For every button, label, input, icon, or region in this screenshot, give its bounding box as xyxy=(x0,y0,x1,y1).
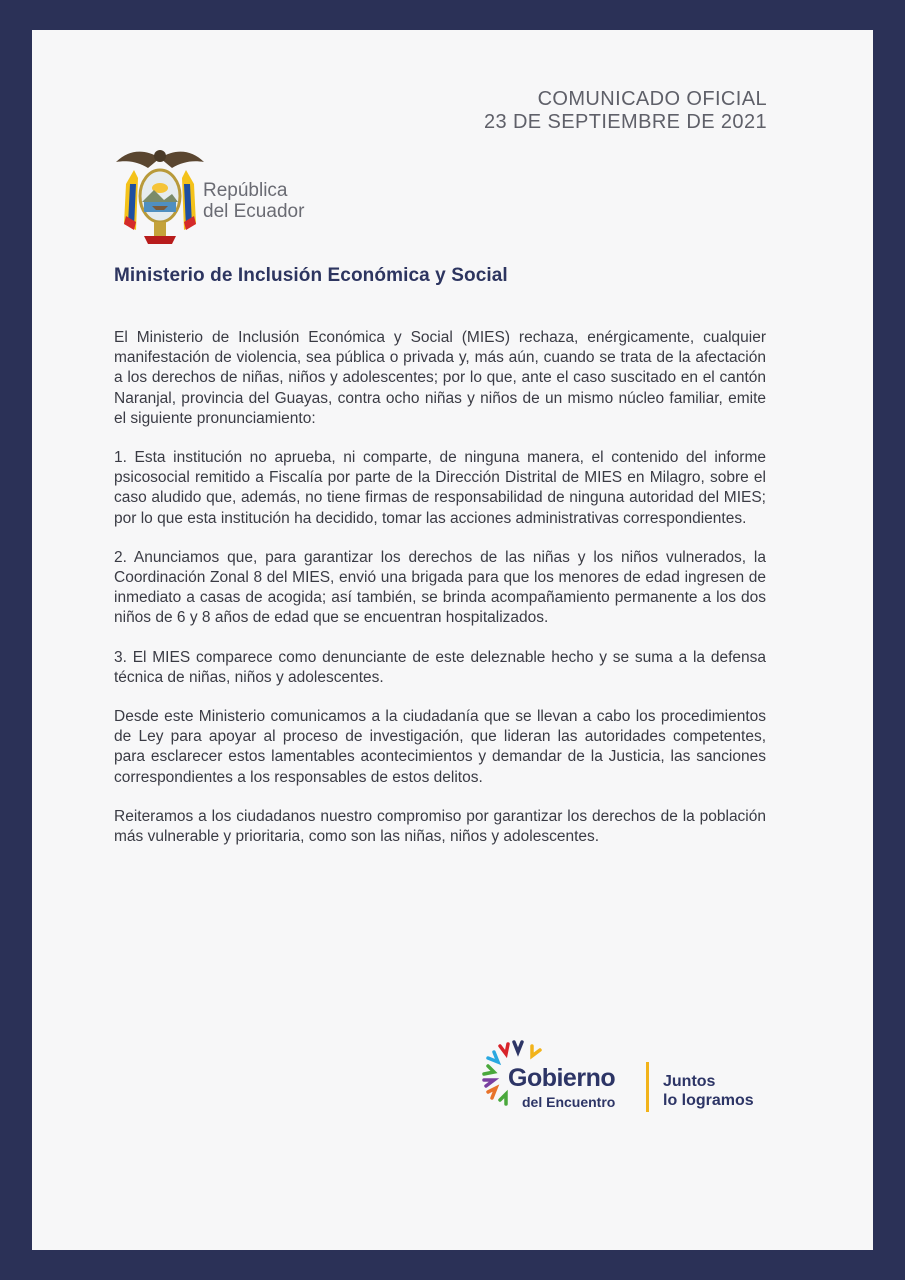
ministry-title: Ministerio de Inclusión Económica y Social xyxy=(114,265,508,286)
republic-line-1: República xyxy=(203,180,288,201)
slogan-line-2: lo logramos xyxy=(663,1092,754,1109)
slogan xyxy=(663,1072,754,1110)
communique-body xyxy=(114,328,766,866)
communique-label: COMUNICADO OFICIAL xyxy=(537,88,767,110)
document-page xyxy=(32,30,873,1250)
body-paragraph-point-1: 1. Esta institución no aprueba, ni comparte, de ninguna manera, el contenido del informe psicosocial remitido a Fiscalía por parte de la Dirección Distrital de MIES en Milagro, sobre el caso aludido que, además, no tiene firmas de responsabilidad de ninguna autoridad del MIES; por lo que esta institución ha decidido, tomar las acciones administrativas correspondientes. xyxy=(114,449,766,527)
del-encuentro-wordmark: del Encuentro xyxy=(522,1094,616,1110)
body-paragraph-closing: Reiteramos a los ciudadanos nuestro compromiso por garantizar los derechos de la población más vulnerable y prioritaria, como son las niñas, niños y adolescentes. xyxy=(114,807,766,846)
body-paragraph-point-3: 3. El MIES comparece como denunciante de este deleznable hecho y se suma a la defensa técnica de niñas, niños y adolescentes. xyxy=(114,648,766,686)
republic-line-2: del Ecuador xyxy=(203,201,305,222)
slogan-line-1: Juntos xyxy=(663,1073,716,1090)
communique-date: 23 DE SEPTIEMBRE DE 2021 xyxy=(483,111,767,133)
gobierno-del-encuentro-logo xyxy=(480,1036,780,1126)
body-paragraph-procedures: Desde este Ministerio comunicamos a la ciudadanía que se llevan a cabo los procedimientos de Ley para apoyar al proceso de investigación, que lideran las autoridades competentes, para esclarecer estos lamentables acontecimientos y demandar de la Justicia, las sanciones correspondientes a los responsables de estos delitos. xyxy=(114,708,766,786)
logo-divider xyxy=(646,1062,649,1112)
document-header xyxy=(484,88,767,134)
gobierno-wordmark: Gobierno xyxy=(508,1064,616,1092)
ecuador-coat-of-arms-icon xyxy=(114,144,206,246)
body-paragraph-point-2: 2. Anunciamos que, para garantizar los derechos de las niñas y los niños vulnerados, la Coordinación Zonal 8 del MIES, envió una brigada para que los menores de edad ingresen de inmediato a casas de acogida; así también, se brinda acompañamiento permanente a los dos niños de 6 y 8 años de edad que se encuentran hospitalizados. xyxy=(114,548,766,627)
republic-wordmark xyxy=(203,180,304,222)
body-paragraph-intro: El Ministerio de Inclusión Económica y Social (MIES) rechaza, enérgicamente, cualquier manifestación de violencia, sea pública o privada y, más aún, cuando se trata de la afectación a los derechos de niñas, niños y adolescentes; por lo que, ante el caso suscitado en el cantón Naranjal, provincia del Guayas, contra ocho niñas y niños de un mismo núcleo familiar, emite el siguiente pronunciamiento: xyxy=(114,329,766,427)
